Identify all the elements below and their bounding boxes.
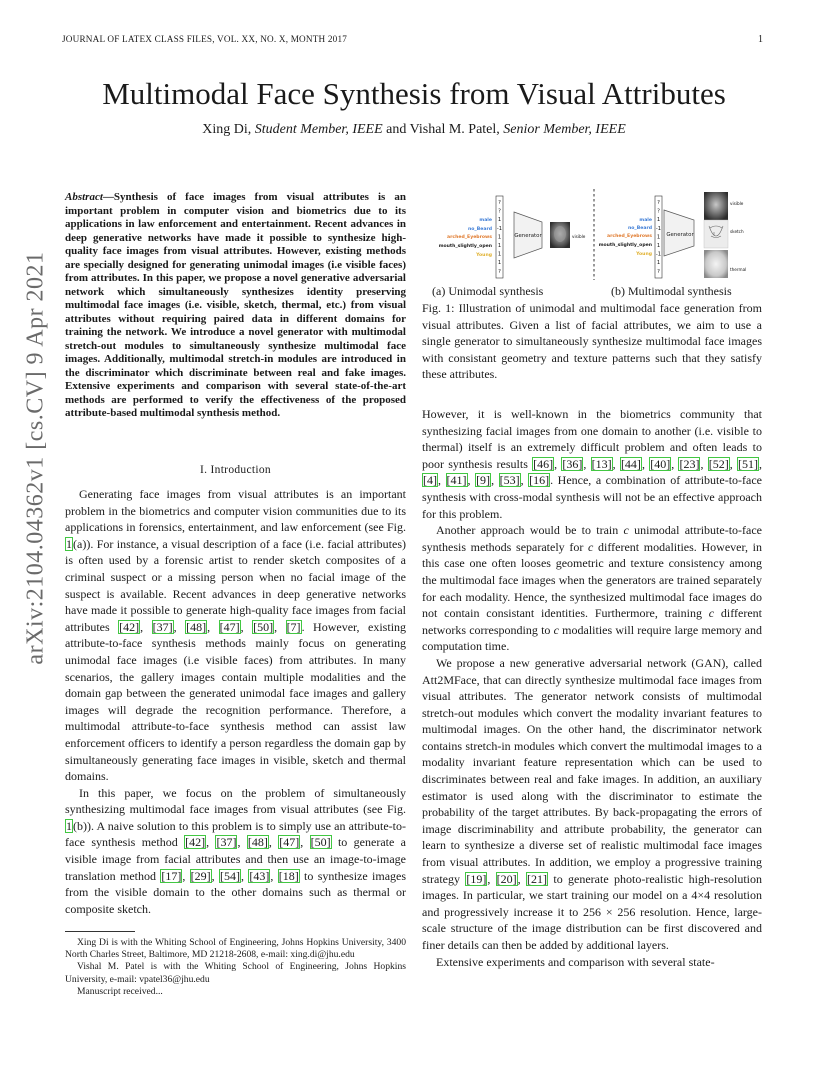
citation-link[interactable]: [23] [679,456,700,471]
math-symbol: c [708,606,715,621]
attribute-vector-value: -1 [655,225,662,232]
citation-link[interactable]: [37] [216,835,237,850]
figure-caption: Fig. 1: Illustration of unimodal and multimodal face generation from visual attributes. Given a list of facial attributes, we aim to use a single generator to simultaneously synthesize multimodal face images with consistant geometry and texture patterns such that they satisfy these attributes. [422,301,762,382]
output-label: thermal [730,267,747,272]
attribute-label: Young [636,252,652,257]
text-span: , [173,619,186,634]
face-shape [554,226,566,242]
text-span: , [759,456,762,471]
text-span: , [182,868,190,883]
attribute-vector-value: 1 [497,251,502,258]
body-paragraph [422,406,762,522]
citation-link[interactable]: [18] [278,868,299,883]
citation-link[interactable]: [21] [527,871,548,886]
text-span: . Hence, a combination of attribute-to-face synthesis with cross-modal synthesis will not be an effective approach for this problem. [422,473,763,521]
citation-link[interactable]: [37] [152,619,173,634]
attribute-vector-value: 1 [497,217,502,224]
visible-face-image [704,192,728,220]
citation-link[interactable]: [50] [253,619,274,634]
text-span: , [237,835,247,850]
citation-link[interactable]: [16] [529,473,550,488]
citation-link[interactable]: [48] [186,619,207,634]
output-label: visible [730,201,744,206]
figure-link[interactable]: 1 [66,818,72,833]
text-span: , [641,456,650,471]
running-header: JOURNAL OF LATEX CLASS FILES, VOL. XX, NO. X, MONTH 2017 [62,34,348,44]
citation-link[interactable]: [48] [247,835,268,850]
intro-paragraph [65,486,406,785]
figure-illustration [420,186,780,282]
paper-title: Multimodal Face Synthesis from Visual Attributes [102,76,726,111]
attribute-vector-value: 1 [656,260,661,267]
text-span: to generate a visible image from facial attributes and then use an image-to-image translation method [65,835,407,883]
text-span: , [211,868,220,883]
math-symbol: c [588,539,594,554]
citation-link[interactable]: [29] [190,868,211,883]
attribute-vector-value: 1 [497,234,502,241]
abstract-text: —Synthesis of face images from visual attributes is an important problem in computer vision and biometrics due to its applications in law enforcement and entertainment. Recent advances in deep generative networks have made it possible to synthesize high-quality face images from visual attributes. However, existing methods are specially designed for generating unimodal images (i.e visible faces) from attributes. In this paper, we propose a novel generative adversarial network which simultaneously synthesizes identity preserving multimodal face images (i.e. visible, sketch, thermal, etc.) from visual attributes without requiring paired data in different domains for training the network. We introduce a novel generator with multimodal stretch-out modules to simultaneously synthesize multimodal face images. Additionally, multimodal stretch-in modules are introduced in the discriminator which discriminate between real and fake images. Extensive experiments and comparison with several state-of-the-art methods are performed to verify the effectiveness of the proposed attribute-based multimodal synthesis method. [65,191,406,419]
text-span: . However, existing attribute-to-face synthesis methods mainly focus on generating unimodal face images (i.e visible faces) from attributes. In many scenarios, the gallery images contain multiple modalities and the domain gap between the generated unimodal face images and gallery images will degrade the recognition performance. Therefore, a multimodal attribute-to-face synthesis method can assist law enforcement officers to identify a person regardless the domain gap by simultaneously generating face images in visible, sketch and thermal domains. [65,619,407,784]
text-span: , [270,868,278,883]
citation-link[interactable]: [54] [220,868,241,883]
intro-paragraph [65,785,406,918]
generator-label: Generator [666,232,694,238]
text-span: , [671,456,679,471]
sketch-face-image [704,220,728,248]
citation-link[interactable]: [7] [286,619,301,634]
right-column [422,406,762,970]
citation-link[interactable]: [44] [620,456,641,471]
math-symbol: c [553,622,559,637]
attribute-vector-value: ? [498,268,501,275]
citation-link[interactable]: [13] [591,456,612,471]
citation-link[interactable]: [20] [496,871,517,886]
text-span: , [140,619,152,634]
citation-link[interactable]: [46] [533,456,554,471]
citation-link[interactable]: [47] [279,835,300,850]
attribute-label: Young [476,253,492,258]
text-span: , [554,456,562,471]
author-line [0,122,828,138]
figure-link[interactable]: 1 [66,536,72,551]
author-name: Xing Di, [202,122,255,137]
page-number: 1 [758,34,763,45]
attribute-vector-value: 1 [497,260,502,267]
output-label: visible [572,234,586,239]
math-symbol: c [623,523,629,538]
attribute-label: no_Beard [628,226,652,231]
footnote-divider [65,931,135,932]
attribute-label: arched_Eyebrows [607,234,652,239]
attribute-vector-value: ? [498,208,501,215]
text-span: (b)). A naive solution to this problem is to simply use an attribute-to-face synthesis method [65,818,406,850]
attribute-vector-value: 1 [656,234,661,241]
section-heading: I. Introduction [200,464,271,476]
thermal-face-image [704,250,728,278]
citation-link[interactable]: [17] [161,868,182,883]
text-span: different networks corresponding to [422,606,763,637]
attribute-vector-value: 1 [656,243,661,249]
text-span: progressive training strategy [422,855,763,886]
footnotes [65,937,406,998]
text-span: to generate photo-realistic high-resolution images. In particular, we start training our model on a 4×4 resolution and progressively increase it to 256 × 256 resolution. Hence, large-scale structure of the image distribution can be first discovered and finer details can then be added by additional layers. [422,871,762,952]
text-span: , [612,456,620,471]
body-paragraph [422,522,762,655]
citation-link[interactable]: [47] [219,619,240,634]
text-span: different modalities. However, in this case one often looses geometric and texture consistency among the multimodal face images when the generators are trained separately for each modality. Hence, the synthesized multimodal face images do not contain consistant identities. Furthermore, training [422,539,762,621]
citation-link[interactable]: [40] [650,456,671,471]
attribute-vector-value: ? [657,200,660,206]
arxiv-watermark: arXiv:2104.04362v1 [cs.CV] 9 Apr 2021 [22,251,49,665]
text-span: Generating face images from visual attributes is an important problem in the biometrics and computer vision communities due to its applications in forensics, entertainment, and law enforcement (see Fig. [65,487,406,535]
attribute-vector-value: -1 [496,225,503,232]
text-span: , [300,835,310,850]
text-span: We propose a new generative adversarial network (GAN), called Att2MFace, that can directly synthesize multimodal face images from visual attributes. The generator network consists of multimodal stretch-out modules which convert the modality invariant features to multimodal images. On the other hand, the discriminator network contains stretch-in modules which convert the multimodal images to a modality invariant feature representation which can be used to discriminates between real and fake images. In addition, an auxiliary estimator is used along with the discriminator to estimate the probability of the target attributes. By back-propagating the errors of image discriminability and attribute probability, the generator can learn to synthesize a diverse set of realistic multimodal face images from visual attributes. In addition, we employ a [422,655,762,870]
citation-link[interactable]: [9] [476,473,491,488]
citation-link[interactable]: [51] [738,456,758,471]
text-span: , [700,456,708,471]
citation-link[interactable]: [53] [499,473,520,488]
citation-link[interactable]: [43] [249,868,270,883]
body-paragraph [422,655,762,954]
citation-link[interactable]: [41] [446,473,467,488]
citation-link[interactable]: [50] [310,835,331,850]
subfigure-caption: (b) Multimodal synthesis [611,284,732,298]
text-span: , [241,868,249,883]
abstract-label: Abstract [65,191,103,203]
text-span: , [729,456,737,471]
text-span: , [517,871,527,886]
body-paragraph: Extensive experiments and comparison with several state- [436,954,715,969]
attribute-vector-value: ? [657,268,660,275]
attribute-vector-value: -1 [655,251,662,258]
author-membership: Student Member, IEEE [254,122,383,137]
figure-1 [420,186,780,282]
output-label: sketch [730,229,744,234]
text-span: , [583,456,591,471]
abstract [65,191,406,421]
citation-link[interactable]: [42] [185,835,206,850]
text-span: , [438,473,446,488]
text-span: modalities will require large memory and computation time. [422,622,762,654]
text-span: However, it is well-known in the biometrics community that synthesizing facial images from one domain to another (i.e. visible to thermal) itself is an extremely difficult problem and often leads to poor synthesis results [422,407,762,471]
attribute-vector-value: 1 [656,217,661,224]
citation-link[interactable]: [36] [562,456,583,471]
text-span: , [207,619,219,634]
text-span: , [240,619,253,634]
citation-link[interactable]: [52] [708,456,729,471]
attribute-vector-value: ? [657,208,660,215]
text-span: , [206,835,216,850]
text-span: , [268,835,279,850]
generator-label: Generator [514,233,542,239]
attribute-label: mouth_slightly_open [598,243,652,248]
intro-column [65,486,406,917]
text-span: , [491,473,499,488]
attribute-vector-value: ? [498,200,501,206]
citation-link[interactable]: [19] [466,871,487,886]
attribute-vector-value: 1 [497,243,502,249]
text-span: (a)). For instance, a visual description of a face (i.e. facial attributes) is often used by a forensic artist to render sketch composites of a criminal suspect or a missing person when no facial image of the suspect is available. Recent advances in deep generative networks have made it possible to generate high-quality face images from facial attributes [65,536,406,634]
footnote: Vishal M. Patel is with the Whiting School of Engineering, Johns Hopkins University, e-mail: vpatel36@jhu.edu [65,961,406,985]
footnote: Manuscript received... [77,985,163,997]
citation-link[interactable]: [4] [423,473,437,488]
text-span: In this paper, we focus on the problem of simultaneously synthesizing multimodal face images from visual attributes (see Fig. [65,785,406,817]
text-span: to synthesize images from the visible domain to the other domains such as thermal or composite sketch. [65,868,407,916]
attribute-label: arched_Eyebrows [447,235,492,240]
subfigure-caption: (a) Unimodal synthesis [432,284,544,298]
attribute-label: no_Beard [468,227,492,232]
text-span: unimodal attribute-to-face synthesis methods separately for [422,523,762,554]
author-conjunction: and [382,122,410,137]
author-name: Vishal M. Patel, [409,122,504,137]
citation-link[interactable]: [42] [119,619,140,634]
footnote: Xing Di is with the Whiting School of Engineering, Johns Hopkins University, 3400 North Charles Street, Baltimore, MD 21218-2608, e-mail: xing.di@jhu.edu [65,937,406,961]
attribute-label: male [639,218,652,223]
author-membership: Senior Member, IEEE [503,122,626,137]
text-span: , [467,473,476,488]
attribute-label: mouth_slightly_open [438,244,492,249]
text-span: , [487,871,496,886]
text-span: , [520,473,529,488]
text-span: Another approach would be to train [436,523,624,538]
attribute-label: male [479,218,492,223]
text-span: , [274,619,286,634]
